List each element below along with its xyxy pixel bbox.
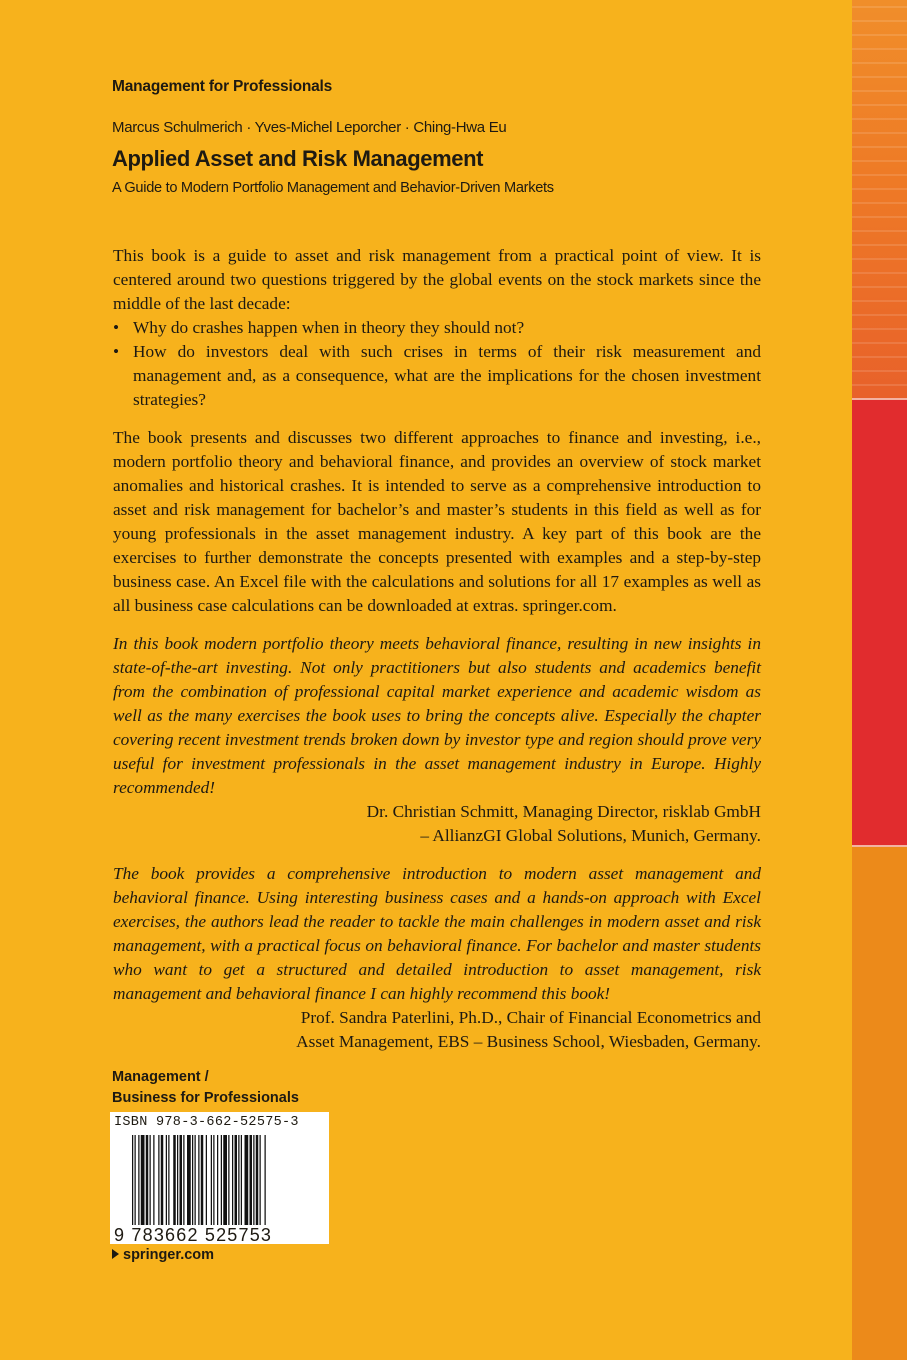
cover-spine-strip <box>852 0 907 1360</box>
series-name: Management for Professionals <box>112 78 333 95</box>
blurb <box>113 244 761 1054</box>
isbn-number: ISBN 978-3-662-52575-3 <box>114 1115 299 1130</box>
spine-photo-strip <box>852 0 907 400</box>
description-paragraph: The book presents and discusses two different approaches to finance and investing, i.e., modern portfolio theory and behavioral finance, and provides an overview of stock market anomalies and historical crashes. It is intended to serve as a comprehensive introduction to asset and risk management for bachelor’s and master’s students in this field as well as for young professionals in the asset management industry. A key part of this book are the exercises to further demonstrate the concepts presented with examples and a step-by-step business case. An Excel file with the calculations and solutions for all 17 examples as well as all business case calculations can be downloaded at extras. springer.com. <box>113 428 761 615</box>
subject-category-line: Business for Professionals <box>112 1090 299 1106</box>
book-title: Applied Asset and Risk Management <box>112 146 484 171</box>
review-attribution: Prof. Sandra Paterlini, Ph.D., Chair of Financial Econometrics and <box>300 1008 761 1027</box>
subject-category <box>112 1067 299 1109</box>
book-subtitle: A Guide to Modern Portfolio Management and Behavior-Driven Markets <box>112 180 554 196</box>
review-attribution: Asset Management, EBS – Business School, Wiesbaden, Germany. <box>296 1032 761 1051</box>
review-quote: The book provides a comprehensive introduction to modern asset management and behavioral finance. Using interesting business cases and a hands-on approach with Excel exercises, the authors lead the reader to tackle the main challenges in modern asset and risk management, with a practical focus on behavioral finance. For bachelor and master students who want to get a structured and detailed introduction to asset management, risk management and behavioral finance I can highly recommend this book! <box>113 864 761 1003</box>
question-list <box>113 316 761 412</box>
publisher-website <box>112 1247 214 1263</box>
arrow-right-icon <box>112 1249 119 1259</box>
question-item: • Why do crashes happen when in theory they should not? <box>133 316 761 340</box>
review-attribution: – AllianzGI Global Solutions, Munich, Germany. <box>420 826 761 845</box>
spine-red-band <box>852 400 907 845</box>
barcode-digits: 9 783662 525753 <box>114 1225 273 1245</box>
barcode-bars <box>132 1135 318 1225</box>
question-item: • How do investors deal with such crises in terms of their risk measurement and management and, as a consequence, what are the implications for the chosen investment strategies? <box>133 340 761 412</box>
subject-category-line: Management / <box>112 1069 209 1085</box>
spine-divider-bottom <box>852 845 907 847</box>
barcode <box>110 1112 329 1244</box>
spine-divider-top <box>852 398 907 400</box>
review-attribution: Dr. Christian Schmitt, Managing Director, risklab GmbH <box>366 802 761 821</box>
authors: Marcus Schulmerich · Yves-Michel Leporcher · Ching-Hwa Eu <box>112 119 507 136</box>
website-label: springer.com <box>123 1247 215 1263</box>
intro-paragraph: This book is a guide to asset and risk management from a practical point of view. It is centered around two questions triggered by the global events on the stock markets since the middle of the last decade: <box>113 246 761 313</box>
review-quote: In this book modern portfolio theory meets behavioral finance, resulting in new insights in state-of-the-art investing. Not only practitioners but also students and academics benefit from the combination of professional capital market experience and academic wisdom as well as the many exercises the book uses to bring the concepts alive. Especially the chapter covering recent investment trends broken down by investor type and region should prove very useful for investment professionals in the asset management industry in Europe. Highly recommended! <box>113 634 761 797</box>
